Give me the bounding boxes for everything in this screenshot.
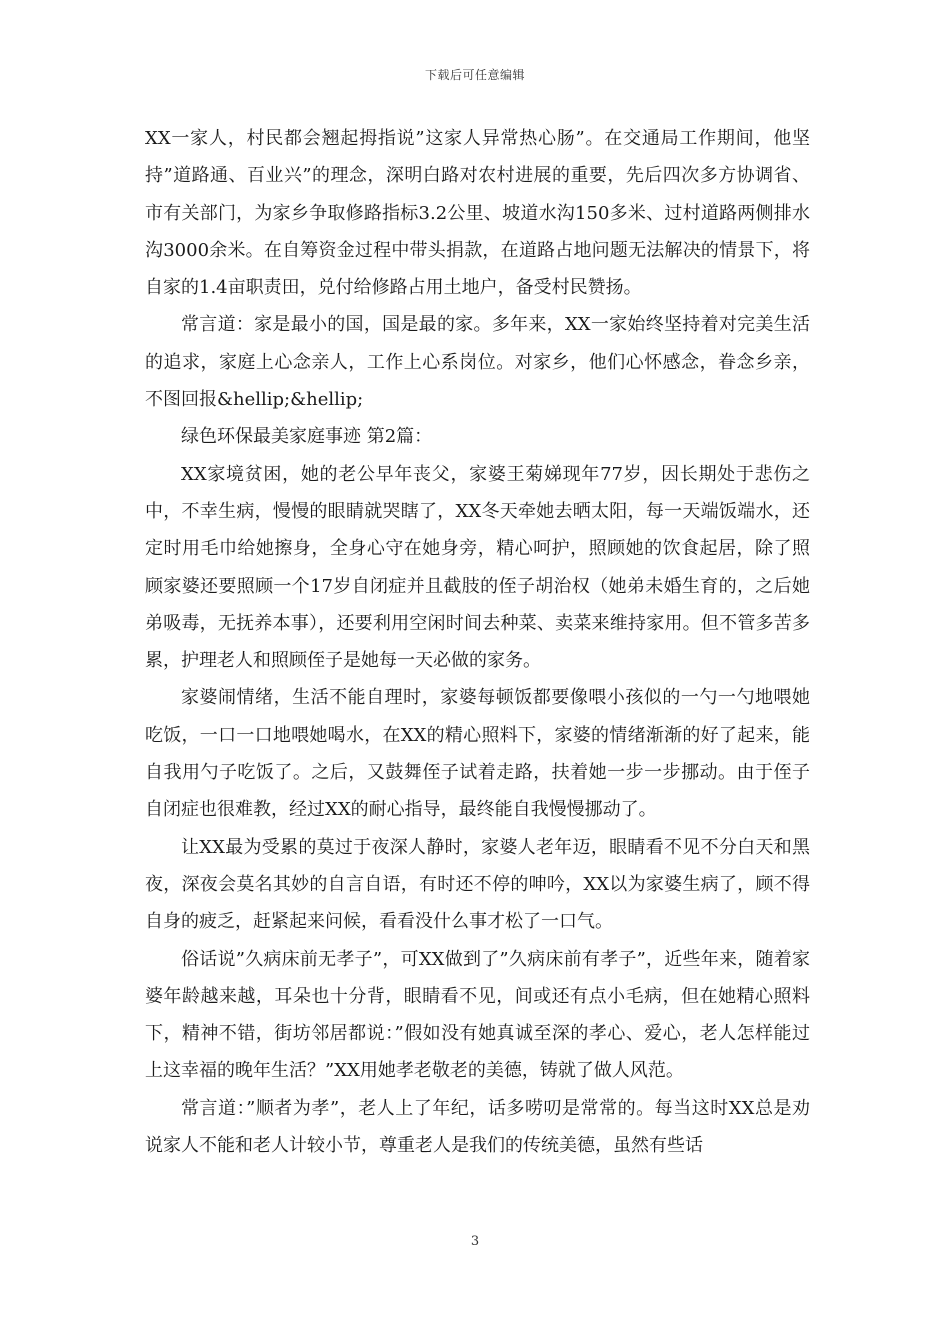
paragraph-4: 家婆闹情绪，生活不能自理时，家婆每顿饭都要像喂小孩似的一勺一勺地喂她吃饭，一口一口地喂她喝水，在XX的精心照料下，家婆的情绪渐渐的好了起来，能自我用勺子吃饭了。之后，又鼓舞侄子试着走路，扶着她一步一步挪动。由于侄子自闭症也很难教，经过XX的耐心指导，最终能自我慢慢挪动了。 [145,687,810,821]
document-body [145,120,810,1164]
paragraph-2: 常言道：家是最小的国，国是最的家。多年来，XX一家始终坚持着对完美生活的追求，家庭上心念亲人，工作上心系岗位。对家乡，他们心怀感念，眷念乡亲，不图回报&hellip;&hellip; [145,314,810,411]
paragraph-5: 让XX最为受累的莫过于夜深人静时，家婆人老年迈，眼睛看不见不分白天和黑夜，深夜会莫名其妙的自言自语，有时还不停的呻吟，XX以为家婆生病了，顾不得自身的疲乏，赶紧起来问候，看看没什么事才松了一口气。 [145,836,810,933]
paragraph-7: 常言道：”顺者为孝”，老人上了年纪，话多唠叨是常常的。每当这时XX总是劝说家人不能和老人计较小节，尊重老人是我们的传统美德，虽然有些话 [145,1097,810,1157]
paragraph-1: XX一家人，村民都会翘起拇指说”这家人异常热心肠”。在交通局工作期间，他坚持”道路通、百业兴”的理念，深明白路对农村进展的重要，先后四次多方协调省、市有关部门，为家乡争取修路指标3.2公里、坡道水沟150多米、过村道路两侧排水沟3000余米。在自筹资金过程中带头捐款，在道路占地问题无法解决的情景下，将自家的1.4亩职责田，兑付给修路占用土地户，备受村民赞扬。 [145,128,810,299]
page-number: 3 [470,1234,480,1249]
paragraph-6: 俗话说”久病床前无孝子”，可XX做到了”久病床前有孝子”，近些年来，随着家婆年龄越来越，耳朵也十分背，眼睛看不见，间或还有点小毛病，但在她精心照料下，精神不错，街坊邻居都说：”假如没有她真诚至深的孝心、爱心，老人怎样能过上这幸福的晚年生活？”XX用她孝老敬老的美德，铸就了做人风范。 [145,948,810,1082]
section-heading: 绿色环保最美家庭事迹 第2篇： [181,426,433,448]
page-header: 下载后可任意编辑 [424,68,525,82]
paragraph-3: XX家境贫困，她的老公早年丧父，家婆王菊娣现年77岁，因长期处于悲伤之中，不幸生病，慢慢的眼睛就哭瞎了，XX冬天牵她去晒太阳，每一天端饭端水，还定时用毛巾给她擦身，全身心守在她身旁，精心呵护，照顾她的饮食起居，除了照顾家婆还要照顾一个17岁自闭症并且截肢的侄子胡治权（她弟未婚生育的，之后她弟吸毒，无抚养本事），还要利用空闲时间去种菜、卖菜来维持家用。但不管多苦多累，护理老人和照顾侄子是她每一天必做的家务。 [145,463,810,672]
